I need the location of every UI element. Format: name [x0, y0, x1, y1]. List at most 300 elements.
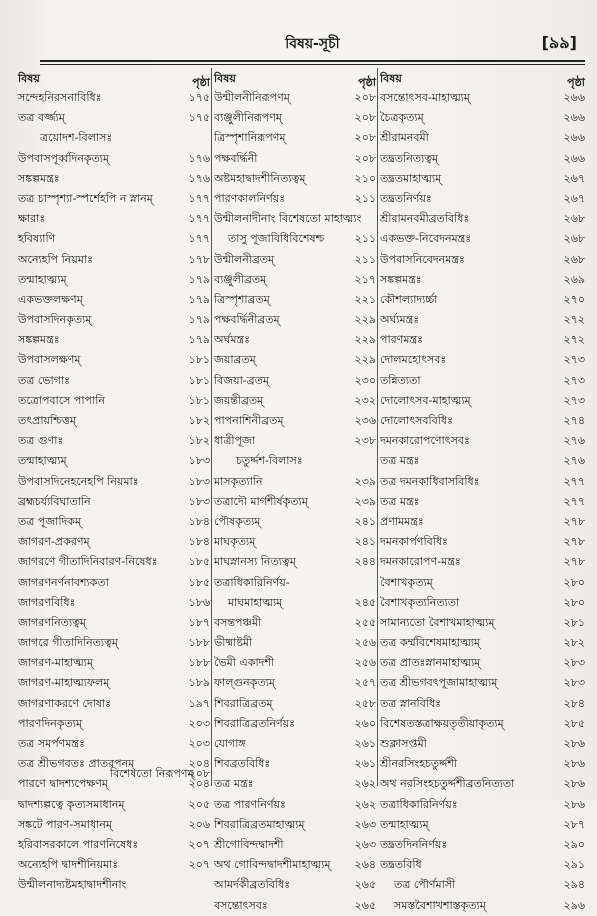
- index-entry: [214, 734, 376, 754]
- entry-title: দোলমহোৎসবঃ: [380, 353, 447, 367]
- entry-title: শুক্লাসপ্তমী: [380, 737, 427, 750]
- page-header-label: পৃষ্ঠা: [567, 76, 585, 89]
- index-entry: [214, 492, 376, 512]
- entry-page: ২১১: [354, 191, 376, 205]
- entry-page: ১৭৭: [188, 191, 210, 205]
- entry-title: তত্র শ্রীভগবৎপূজামাহাত্ম্যম্: [380, 676, 498, 690]
- entry-page: ২৬৩: [354, 817, 376, 831]
- entry-page: ২৬৮: [563, 232, 585, 246]
- subject-header: বিষয়: [214, 72, 236, 85]
- entry-page: ১৮১: [188, 353, 210, 367]
- index-entry: [214, 189, 376, 209]
- page-header-label: পৃষ্ঠা: [192, 76, 210, 89]
- entry-page: ২৬৩: [354, 837, 376, 851]
- entry-title: উপবাসলক্ষণম্: [18, 353, 81, 367]
- entry-page: ২০৩: [188, 716, 210, 730]
- entry-page: ২৮২: [563, 636, 585, 650]
- index-entry: [18, 492, 210, 512]
- entry-page: ২৬৬: [563, 131, 585, 145]
- entry-page: ২১১: [354, 232, 376, 246]
- subject-header: বিষয়: [380, 72, 402, 85]
- entry-page: ২৭০: [563, 292, 585, 306]
- entry-page: ২৭৬: [563, 454, 585, 468]
- entry-title: ভীষ্মাষ্টমী: [214, 636, 253, 650]
- index-entry: [380, 310, 585, 330]
- entry-title: সামান্যতো বৈশাখমাহাত্ম্যম্: [380, 615, 495, 629]
- index-entry: [18, 835, 210, 855]
- entry-page: ১৮৩: [188, 474, 210, 488]
- entry-title: দমনকারোপণোৎসবঃ: [380, 434, 470, 448]
- entry-title: বিশেষতস্তত্রাক্ষয়তৃতীয়াকৃত্যম্: [380, 716, 504, 730]
- entry-page: ২৫৮: [354, 696, 376, 710]
- index-entry: [380, 391, 585, 411]
- entry-title: পারণদিনকৃত্যম্: [18, 716, 83, 730]
- entry-page: ২০৪: [188, 777, 210, 791]
- entry-title: বৈশাখকৃত্যম্: [380, 575, 433, 589]
- entry-title: প্রণামমন্ত্রঃ: [380, 514, 424, 528]
- index-entry: [380, 330, 585, 350]
- entry-title: তত্র পৌর্ণমাসী: [394, 878, 456, 892]
- entry-title: বৈশাখকৃত্যনিত্যতা: [380, 595, 460, 609]
- index-entry: [380, 209, 585, 229]
- index-entry: [380, 754, 585, 774]
- index-entry: [214, 229, 376, 249]
- index-entry: [18, 108, 210, 128]
- index-entry: [214, 573, 376, 593]
- entry-page: ১৭৫: [188, 111, 210, 125]
- entry-title: অর্ঘ্যমন্ত্রঃ: [380, 313, 420, 327]
- entry-title: কৌশল্যাদ্যর্চ্চা: [380, 292, 438, 306]
- index-entry: [214, 714, 376, 734]
- index-entry: [18, 209, 210, 229]
- index-entry: [214, 532, 376, 552]
- entry-page: ১৭৯: [188, 292, 210, 306]
- index-entry: [380, 250, 585, 270]
- entry-page: ১৭৭: [188, 212, 210, 226]
- entry-title: তত্র প্রাতঃস্নানমাহাত্ম্যম্: [380, 656, 481, 670]
- entry-page: ২৪৫: [354, 595, 376, 609]
- entry-title: তত্র সমর্পণমন্ত্রঃ: [18, 737, 85, 750]
- index-entry: [18, 653, 210, 673]
- index-entry: [380, 573, 585, 593]
- entry-title: বিজয়া-ব্রতম্: [214, 373, 269, 387]
- index-entry: [380, 552, 585, 572]
- index-entry: [214, 330, 376, 350]
- entry-page: ২০৮: [354, 131, 376, 145]
- entry-title: ব্যঞ্জুলীনিরূপণম্: [214, 111, 283, 125]
- index-entry: [380, 694, 585, 714]
- entry-page: ২২৯: [354, 313, 376, 327]
- entry-title: পক্ষবর্দ্ধিনী: [214, 151, 258, 165]
- index-entry: [380, 815, 585, 835]
- index-entry: [214, 371, 376, 391]
- index-entry: [214, 815, 376, 835]
- entry-title: তন্নিত্যতা: [380, 373, 421, 387]
- index-entry: [380, 613, 585, 633]
- index-entry: [214, 250, 376, 270]
- entry-page: ২৬৬: [563, 91, 585, 104]
- index-entry: [18, 189, 210, 209]
- entry-title: একভক্তলক্ষণম্: [18, 292, 83, 306]
- index-entry: [18, 593, 210, 613]
- index-entry: [18, 128, 210, 148]
- entry-page: ২২৯: [354, 333, 376, 347]
- entry-title: শিবরাত্রিব্রতমাহাত্ম্যম্: [214, 817, 305, 831]
- entry-page: ২৩২: [354, 393, 376, 407]
- entry-page: ১৮৯: [188, 676, 210, 690]
- index-entry: [18, 532, 210, 552]
- index-entry: [214, 350, 376, 370]
- entry-title: পাপনাশিনীব্রতম্: [214, 414, 284, 427]
- index-entry: [380, 350, 585, 370]
- entry-title: আমর্দকীব্রতবিধিঃ: [214, 878, 291, 892]
- index-entry: [214, 512, 376, 532]
- index-entry: [380, 633, 585, 653]
- entry-title: মাঘকৃত্যম্: [214, 535, 256, 549]
- index-entry: [380, 451, 585, 471]
- entry-title: ব্যঞ্জুলীব্রতম্: [214, 272, 267, 286]
- index-entry: [214, 391, 376, 411]
- entry-page: ২৫৬: [354, 656, 376, 670]
- entry-title: জাগরণাকরণে দোষাঃ: [18, 696, 111, 710]
- entry-page: ২৯৪: [563, 878, 585, 892]
- index-entry: [18, 290, 210, 310]
- entry-title: জাগরণনর্ণনাবশ্যকতা: [18, 575, 109, 589]
- index-entry: [18, 350, 210, 370]
- index-entry: [18, 330, 210, 350]
- entry-title: তদ্ব্রতনিত্যত্বম্: [380, 151, 439, 165]
- index-entry: [214, 673, 376, 693]
- index-entry: [214, 694, 376, 714]
- entry-title: ত্রিস্পৃশানিরূপণম্: [214, 131, 286, 145]
- index-entry: [18, 371, 210, 391]
- entry-page: ২৫৭: [354, 676, 376, 690]
- index-entry: [214, 431, 376, 451]
- entry-page: ১৮২: [188, 414, 210, 427]
- index-column-2: [214, 68, 376, 916]
- index-entry: [380, 169, 585, 189]
- entry-title: ব্রহ্মচর্য্যবিঘাতানি: [18, 494, 91, 508]
- entry-title: তত্র চাস্পৃশ্যা-স্পর্শেহপি ন স্নানম্: [18, 191, 153, 205]
- entry-page: ১৮১: [188, 393, 210, 407]
- index-entry: [214, 754, 376, 774]
- entry-title: জাগরণ-মাহাত্ম্যফলম্: [18, 676, 110, 690]
- index-entry: [380, 492, 585, 512]
- index-entry: [380, 189, 585, 209]
- index-entry: [18, 149, 210, 169]
- index-entry: [18, 88, 210, 108]
- index-entry: [214, 108, 376, 128]
- entry-title: তৎপ্রায়শ্চিত্তম্: [18, 414, 76, 427]
- entry-title: দমনকার্পণবিধিঃ: [380, 535, 448, 549]
- entry-page: ২৭৩: [563, 373, 585, 387]
- entry-title: দোলোৎসব-মাহাত্ম্যম্: [380, 393, 471, 407]
- index-entry: [214, 653, 376, 673]
- header-rule-thick: [40, 60, 585, 62]
- entry-title: মাঘস্নানস্য নিত্যত্বম্: [214, 555, 296, 569]
- entry-page: ২০৪: [188, 757, 210, 771]
- index-entry: [214, 774, 376, 794]
- entry-page: ১৮৫: [188, 575, 210, 589]
- entry-title: তত্রাধিকারিনির্ণয়ঃ: [380, 797, 458, 811]
- entry-page: ২০৫: [188, 797, 210, 811]
- entry-title: তত্র মন্ত্রঃ: [214, 777, 254, 791]
- entry-page: ২৮৬: [563, 737, 585, 750]
- entry-page: ২৬৮: [563, 212, 585, 226]
- entry-title: তদ্ব্রতদিননির্ণয়ঃ: [380, 837, 448, 851]
- entry-title: তত্র বর্জ্জ্যম্: [18, 111, 65, 125]
- entry-page: ২৮৩: [563, 676, 585, 690]
- entry-page: ২৫৫: [354, 615, 376, 629]
- index-entry: [18, 451, 210, 471]
- index-entry: [380, 149, 585, 169]
- entry-page: ২৯৬: [563, 898, 585, 912]
- index-entry: [380, 855, 585, 875]
- index-entry: [214, 169, 376, 189]
- entry-page: ২১০: [354, 171, 376, 185]
- entry-title: চতুর্দ্দশ-বিলাসঃ: [236, 454, 303, 468]
- entry-title: ধাত্রীপূজা: [214, 434, 256, 448]
- index-entry: [214, 552, 376, 572]
- index-entry: [214, 593, 376, 613]
- index-entry: [18, 633, 210, 653]
- entry-title: তত্র কর্ম্মবিশেষমাহাত্ম্যম্: [380, 636, 481, 650]
- index-entry: [380, 472, 585, 492]
- entry-title: পক্ষবর্দ্ধিনীব্রতম্: [214, 313, 280, 327]
- index-entry: [18, 573, 210, 593]
- index-entry: [214, 855, 376, 875]
- entry-title: তত্র দমনকাধিবাসবিধিঃ: [380, 474, 480, 488]
- index-entry: [214, 270, 376, 290]
- index-entry: [214, 128, 376, 148]
- entry-title: উপবাসনিবেদনমন্ত্রঃ: [380, 252, 465, 266]
- entry-page: ১৯৭: [188, 696, 210, 710]
- entry-page: ২৮৬: [563, 797, 585, 811]
- entry-page: ২৬৫: [354, 898, 376, 912]
- entry-title: জাগরণে গীতাদিনিবারণ-নিষেধঃ: [18, 555, 158, 569]
- entry-page: ২৬৮: [563, 252, 585, 266]
- entry-title: তত্র পূজাদিকম্: [18, 514, 82, 528]
- entry-page: ১৮১: [188, 373, 210, 387]
- entry-title: অন্যেহপি দ্বাদশীনিয়মাঃ: [18, 858, 119, 872]
- entry-page: ২০৮: [354, 111, 376, 125]
- index-entry: [18, 875, 210, 895]
- entry-title: শ্রীরামনবমীব্রতবিধিঃ: [380, 212, 470, 226]
- entry-page: ২৭৮: [563, 555, 585, 569]
- entry-title: যোগাঙ্গ: [214, 737, 246, 750]
- entry-title: তন্মাহাত্ম্যম্: [380, 817, 429, 831]
- entry-page: ২৭৩: [563, 353, 585, 367]
- entry-title: শ্রীরামনবমী: [380, 131, 429, 145]
- entry-page: ১৮৩: [188, 494, 210, 508]
- entry-page: ২৮৩: [563, 656, 585, 670]
- entry-page: ২৩৯: [354, 494, 376, 508]
- entry-page: ২০৭: [188, 858, 210, 872]
- index-entry: [18, 472, 210, 492]
- entry-title: হরিবাসরকালে পারণনিষেধঃ: [18, 837, 139, 851]
- index-entry: [18, 391, 210, 411]
- entry-title: সঙ্কল্পমন্ত্রঃ: [380, 272, 422, 286]
- entry-page: ২৭২: [563, 333, 585, 347]
- entry-title: তত্র মন্ত্রঃ: [380, 454, 420, 468]
- index-entry: [380, 371, 585, 391]
- entry-title: তত্রোপবাসে পাপানি: [18, 393, 105, 407]
- entry-page: ২৪৪: [354, 555, 376, 569]
- index-entry: [18, 270, 210, 290]
- entry-title: তত্র ভোগাঃ: [18, 373, 70, 387]
- entry-page: ২৭৮: [563, 514, 585, 528]
- column-header: [18, 68, 210, 88]
- entry-page: ১৮২: [188, 434, 210, 448]
- index-entry: [214, 411, 376, 431]
- entry-page: ২৬২: [354, 777, 376, 791]
- index-entry: [18, 310, 210, 330]
- entry-title: চৈত্রকৃত্যম্: [380, 111, 424, 125]
- header-rule-thin: [40, 64, 585, 65]
- column-header: [214, 68, 376, 88]
- index-entry: [18, 815, 210, 835]
- index-entry: [380, 835, 585, 855]
- entry-title: তদ্ব্রতমাহাত্ম্যম্: [380, 171, 442, 185]
- entry-title: উন্মীলনীনিরূপণম্: [214, 91, 290, 104]
- entry-title: শিবরাত্রিব্রতম্: [214, 696, 273, 710]
- index-column-3: [380, 68, 585, 916]
- page-title: বিষয়-সূচী: [285, 36, 340, 52]
- entry-title: দ্বাদশ্যল্পত্বে কৃত্যসমাধানম্: [18, 797, 125, 811]
- entry-title: শিবরাত্রিব্রতনির্ণয়ঃ: [214, 716, 296, 730]
- entry-title: হবিষ্যাণি: [18, 232, 56, 246]
- page-header-label: পৃষ্ঠা: [358, 76, 376, 89]
- entry-title: ত্রয়োদশ-বিলাসঃ: [40, 131, 113, 145]
- entry-page: ২৮৪: [563, 696, 585, 710]
- entry-page: ১৮৪: [188, 514, 210, 528]
- index-entry: [380, 229, 585, 249]
- entry-page: ২৬৭: [563, 191, 585, 205]
- index-entry: [18, 431, 210, 451]
- entry-title: শিবব্রতবিধিঃ: [214, 757, 271, 771]
- entry-page: ১৮৪: [188, 535, 210, 549]
- index-entry: [18, 694, 210, 714]
- index-entry: [18, 613, 210, 633]
- entry-title: তাসু পূজাবিধিবিশেষশ্চ: [228, 232, 325, 246]
- entry-page: ২৩৬: [354, 414, 376, 427]
- index-entry: [18, 229, 210, 249]
- entry-title: বসন্তোৎসব-মাহাত্ম্যম্: [380, 91, 470, 104]
- index-entry: [380, 673, 585, 693]
- entry-title: জাগরে গীতাদিনিত্যত্বম্: [18, 636, 119, 650]
- index-entry: [380, 734, 585, 754]
- entry-page: ২৩৯: [354, 474, 376, 488]
- entry-page: ২৮০: [563, 575, 585, 589]
- index-entry: [214, 88, 376, 108]
- index-entry: [380, 128, 585, 148]
- entry-page: ২৬৬: [563, 151, 585, 165]
- entry-title: জাগরণ-প্রকরণম্: [18, 535, 90, 549]
- column-divider: [211, 68, 212, 786]
- entry-title: বসন্তোৎসবঃ: [214, 898, 268, 912]
- entry-page: ২৭৭: [563, 494, 585, 508]
- entry-page: ২৫৬: [354, 636, 376, 650]
- column-header: [380, 68, 585, 88]
- entry-page: ২৭২: [563, 313, 585, 327]
- index-entry: [18, 855, 210, 875]
- entry-page: ১৭৬: [188, 151, 210, 165]
- index-entry: [380, 593, 585, 613]
- index-entry: [380, 270, 585, 290]
- index-entry: [214, 875, 376, 895]
- entry-title: পারণে দ্বাদশ্যপেক্ষণম্: [18, 777, 109, 791]
- entry-page: ২৯১: [563, 858, 585, 872]
- entry-page: ২৬৪: [354, 858, 376, 872]
- index-entry: [380, 512, 585, 532]
- entry-title: শ্রীনরসিংহচতুর্দ্দশী: [380, 757, 457, 771]
- entry-title: দোলোৎসববিধিঃ: [380, 414, 453, 427]
- entry-title: তন্মাহাত্ম্যম্: [18, 272, 67, 286]
- index-entry: [380, 532, 585, 552]
- entry-page: ১৮৩: [188, 454, 210, 468]
- entry-page: ১৭৯: [188, 272, 210, 286]
- index-entry: [380, 108, 585, 128]
- entry-page: ২০৮: [188, 767, 210, 780]
- entry-title: উপবাসপূর্ব্বদিনকৃত্যম্: [18, 151, 110, 165]
- index-entry: [214, 472, 376, 492]
- index-entry: [18, 411, 210, 431]
- entry-page: ২৬১: [354, 737, 376, 750]
- index-entry: [380, 714, 585, 734]
- entry-page: ১৭৮: [188, 252, 210, 266]
- entry-page: ২৪১: [354, 514, 376, 528]
- entry-page: ২৭৬: [563, 434, 585, 448]
- entry-title: উপবাসদিনকৃত্যম্: [18, 313, 92, 327]
- entry-page: ২৭৮: [563, 535, 585, 549]
- entry-page: ২৩৮: [354, 434, 376, 448]
- entry-title: একভক্ত-নিবেদনমন্ত্রঃ: [380, 232, 472, 246]
- entry-page: ২৬০: [354, 716, 376, 730]
- index-entry: [18, 764, 210, 784]
- entry-page: ২০৮: [354, 151, 376, 165]
- entry-page: ২৮০: [563, 595, 585, 609]
- entry-title: তত্র স্নানবিধিঃ: [380, 696, 442, 710]
- subject-header: বিষয়: [18, 72, 40, 85]
- index-entry: [380, 795, 585, 815]
- index-entry: [214, 149, 376, 169]
- entry-title: অর্ঘমন্ত্রঃ: [214, 333, 250, 347]
- index-entry: [18, 169, 210, 189]
- column-divider: [377, 68, 378, 786]
- entry-page: ২৪১: [354, 535, 376, 549]
- entry-title: বসন্তপঞ্চমী: [214, 615, 262, 629]
- entry-page: ২০৬: [188, 817, 210, 831]
- entry-page: ২২৯: [354, 353, 376, 367]
- entry-page: ২০৭: [188, 837, 210, 851]
- entry-title: সন্দেহনিরসনাবিধিঃ: [18, 91, 102, 104]
- entry-title: সঙ্কল্পমন্ত্রঃ: [18, 171, 60, 185]
- entry-title: উন্মীলনাদ্যষ্টমহাদ্বাদশীনাং: [18, 878, 127, 892]
- index-entry: [380, 411, 585, 431]
- index-entry: [18, 734, 210, 754]
- entry-page: ১৭৯: [188, 313, 210, 327]
- entry-title: তদ্ব্রতনির্ণয়ঃ: [380, 191, 432, 205]
- index-entry: [18, 552, 210, 572]
- index-entry: [214, 835, 376, 855]
- entry-page: ২১৭: [354, 272, 376, 286]
- entry-page: ২১১: [354, 252, 376, 266]
- entry-title: ত্রিস্পৃশাব্রতম্: [214, 292, 270, 306]
- entry-title: জাগরণবিধিঃ: [18, 595, 76, 609]
- entry-page: ২৮৬: [563, 777, 585, 791]
- index-entry: [214, 290, 376, 310]
- page-header: [40, 22, 585, 62]
